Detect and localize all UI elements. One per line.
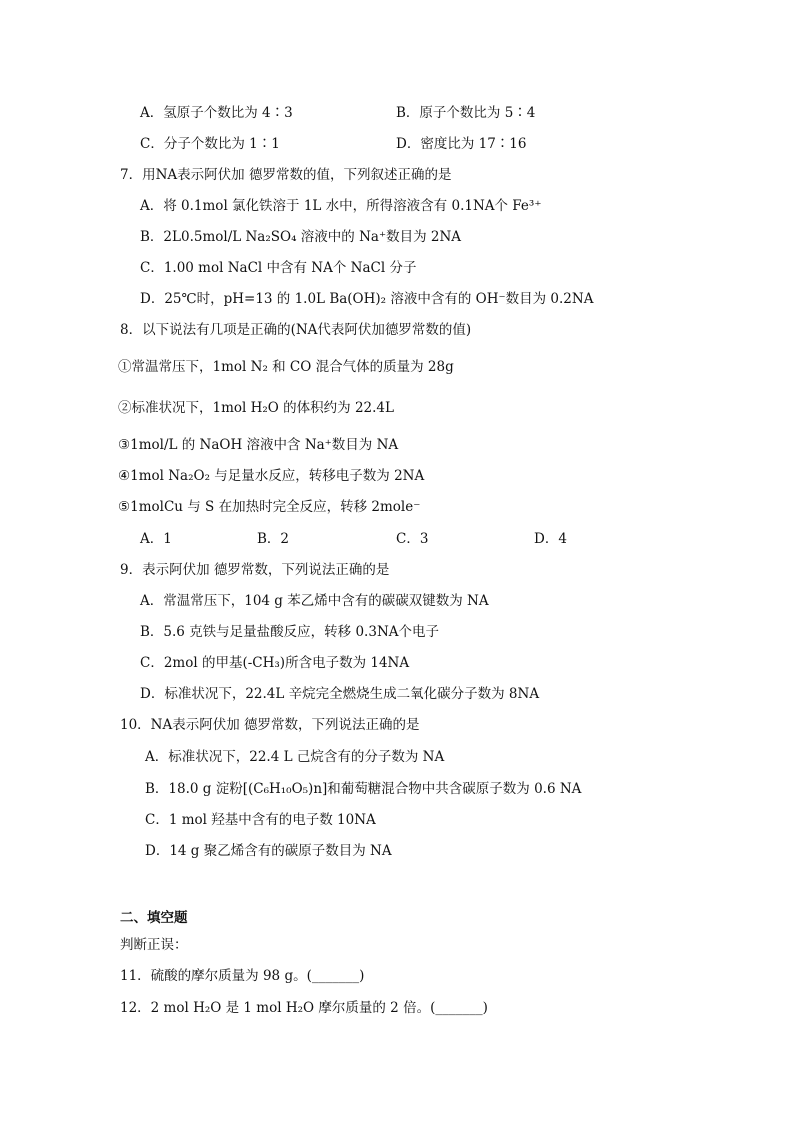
q9-option-c: C．2mol 的甲基(-CH₃)所含电子数为 14NA <box>140 655 410 671</box>
q8-statement-2: ②标准状况下，1mol H₂O 的体积约为 22.4L <box>118 400 394 416</box>
q6-option-a: A．氢原子个数比为 4∶3 <box>140 105 293 121</box>
q11-statement: 11．硫酸的摩尔质量为 98 g。(_______) <box>120 968 365 984</box>
q6-option-d: D．密度比为 17∶16 <box>396 136 527 152</box>
section-intro: 判断正误： <box>120 937 188 953</box>
q10-option-d: D．14 g 聚乙烯含有的碳原子数目为 NA <box>145 843 392 859</box>
q6-option-b: B．原子个数比为 5∶4 <box>396 105 536 121</box>
q9-stem: 9．表示阿伏加 德罗常数，下列说法正确的是 <box>120 562 390 578</box>
q8-option-c: C．3 <box>396 531 429 547</box>
section-title: 二、填空题 <box>120 910 188 926</box>
q7-option-b: B．2L0.5mol/L Na₂SO₄ 溶液中的 Na⁺数目为 2NA <box>140 229 462 245</box>
q9-option-d: D．标准状况下，22.4L 辛烷完全燃烧生成二氧化碳分子数为 8NA <box>140 686 540 702</box>
q7-option-a: A．将 0.1mol 氯化铁溶于 1L 水中，所得溶液含有 0.1NA个 Fe³⁺ <box>140 198 542 214</box>
q10-option-b: B．18.0 g 淀粉[(C₆H₁₀O₅)n]和葡萄糖混合物中共含碳原子数为 0.6 NA <box>145 781 582 797</box>
q7-stem: 7．用NA表示阿伏加 德罗常数的值，下列叙述正确的是 <box>120 167 452 183</box>
q8-option-a: A．1 <box>140 531 172 547</box>
q10-stem: 10．NA表示阿伏加 德罗常数，下列说法正确的是 <box>120 717 420 733</box>
q12-statement: 12．2 mol H₂O 是 1 mol H₂O 摩尔质量的 2 倍。(_______) <box>120 1000 488 1016</box>
q8-statement-5: ⑤1molCu 与 S 在加热时完全反应，转移 2mole⁻ <box>118 499 421 515</box>
q10-option-a: A．标准状况下，22.4 L 己烷含有的分子数为 NA <box>145 749 445 765</box>
q6-option-c: C．分子个数比为 1∶1 <box>140 136 280 152</box>
q8-option-b: B．2 <box>257 531 290 547</box>
q8-option-d: D．4 <box>534 531 567 547</box>
q8-stem: 8．以下说法有几项是正确的(NA代表阿伏加德罗常数的值) <box>120 322 472 338</box>
q9-option-b: B．5.6 克铁与足量盐酸反应，转移 0.3NA个电子 <box>140 624 440 640</box>
q8-statement-1: ①常温常压下，1mol N₂ 和 CO 混合气体的质量为 28g <box>118 359 454 375</box>
q8-statement-4: ④1mol Na₂O₂ 与足量水反应，转移电子数为 2NA <box>118 468 425 484</box>
q9-option-a: A．常温常压下，104 g 苯乙烯中含有的碳碳双键数为 NA <box>140 593 489 609</box>
q7-option-c: C．1.00 mol NaCl 中含有 NA个 NaCl 分子 <box>140 260 417 276</box>
q7-option-d: D．25℃时，pH=13 的 1.0L Ba(OH)₂ 溶液中含有的 OH⁻数目为 0.2NA <box>140 291 594 307</box>
q10-option-c: C．1 mol 羟基中含有的电子数 10NA <box>145 812 376 828</box>
q8-statement-3: ③1mol/L 的 NaOH 溶液中含 Na⁺数目为 NA <box>118 437 399 453</box>
